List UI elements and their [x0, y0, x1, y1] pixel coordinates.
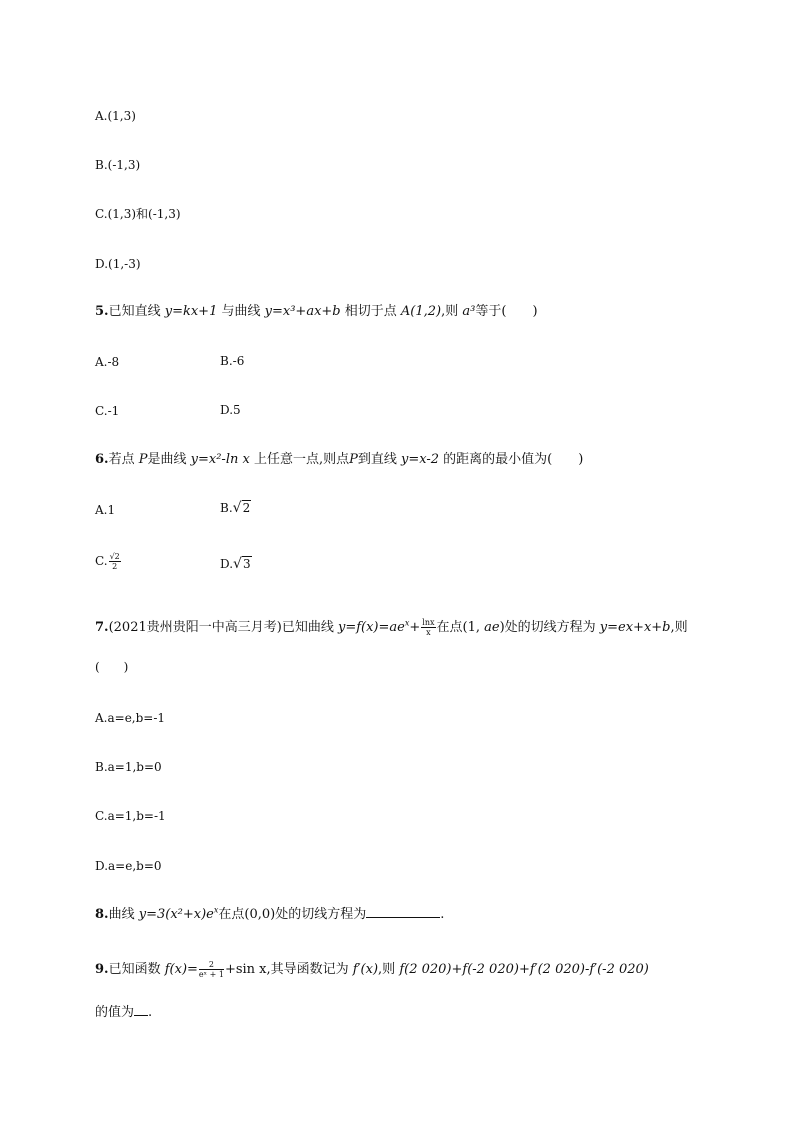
- q9-rest: +sin x: [224, 962, 267, 977]
- fraction-numerator: 2: [199, 960, 224, 970]
- option-prefix: C.: [95, 554, 108, 568]
- fraction-denominator: x: [426, 628, 431, 637]
- q5-text-e: 等于( ): [475, 304, 538, 319]
- q6-text-d: 到直线: [357, 452, 397, 467]
- q5-text-b: 与曲线: [221, 304, 261, 319]
- q5-text-a: 已知直线: [108, 304, 161, 319]
- q9-fprime: f′(x): [352, 962, 379, 977]
- q9-line-2: [95, 1004, 152, 1021]
- fraction-denominator: eˣ + 1: [198, 970, 224, 979]
- q5-option-d[interactable]: D.5: [220, 403, 241, 417]
- q9-line2-text: 的值为: [95, 1005, 135, 1020]
- question-9: [95, 960, 649, 979]
- q7-text-a: 已知曲线: [281, 620, 334, 635]
- question-6: [95, 452, 583, 468]
- sqrt-symbol: √2: [232, 500, 251, 516]
- q6-text-b: 是曲线: [147, 452, 187, 467]
- radicand: 2: [242, 501, 251, 515]
- q7-text-c: )处的切线方程为: [499, 620, 596, 635]
- question-5: [95, 304, 538, 320]
- fraction-numerator: √2: [109, 552, 120, 561]
- q5-option-b[interactable]: B.-6: [220, 354, 245, 368]
- q7-text-b: 在点(1,: [436, 620, 480, 635]
- q8-curve-expr: y=3(x²+x)e: [138, 907, 214, 922]
- q5-text-d: ,则: [441, 304, 459, 319]
- q5-text-c: 相切于点: [344, 304, 397, 319]
- q4-option-a[interactable]: A.(1,3): [95, 109, 136, 123]
- q4-option-d[interactable]: D.(1,-3): [95, 257, 141, 271]
- q8-answer-blank[interactable]: [366, 906, 440, 918]
- q7-tangent: y=ex+x+b: [599, 620, 671, 635]
- option-prefix: B.: [220, 501, 233, 515]
- q7-text-d: ,则: [670, 620, 688, 635]
- q7-option-a[interactable]: A.a=e,b=-1: [95, 711, 166, 725]
- radicand: 3: [242, 557, 251, 571]
- q7-source: (2021贵州贵阳一中高三月考): [108, 620, 282, 635]
- q7-option-c[interactable]: C.a=1,b=-1: [95, 809, 166, 823]
- question-7: [95, 618, 688, 637]
- fraction-denominator: 2: [112, 562, 118, 571]
- q8-text-a: 曲线: [108, 907, 135, 922]
- question-number: 7.: [95, 620, 109, 635]
- q9-text-a: 已知函数: [108, 962, 161, 977]
- q6-text-a: 若点: [108, 452, 135, 467]
- q7-option-b[interactable]: B.a=1,b=0: [95, 760, 162, 774]
- fraction: [109, 552, 121, 571]
- q8-exponent: x: [213, 905, 219, 915]
- q7-ae: ae: [484, 620, 500, 635]
- q6-option-a[interactable]: A.1: [95, 503, 116, 517]
- q6-point-p: P: [138, 452, 148, 467]
- option-prefix: D.: [220, 557, 234, 571]
- q4-option-b[interactable]: B.(-1,3): [95, 158, 141, 172]
- fraction-numerator: lnx: [422, 618, 435, 627]
- sqrt-symbol: √3: [233, 556, 251, 572]
- q9-fx: f(x)=: [164, 962, 198, 977]
- q7-function: y=f(x)=ae: [337, 620, 405, 635]
- q8-text-b: 在点(0,0)处的切线方程为: [218, 907, 367, 922]
- q5-target-expr: a³: [462, 304, 476, 319]
- question-number: 9.: [95, 962, 109, 977]
- question-number: 8.: [95, 907, 109, 922]
- q5-point: A(1,2): [400, 304, 442, 319]
- q7-answer-paren: ( ): [95, 660, 129, 674]
- q6-point-p2: P: [349, 452, 358, 467]
- q9-expr: f(2 020)+f(-2 020)+f′(2 020)-f′(-2 020): [399, 962, 649, 977]
- question-number: 5.: [95, 304, 109, 319]
- q6-option-d[interactable]: [220, 556, 252, 572]
- q7-fraction: [421, 618, 435, 637]
- q5-curve-expr: y=x³+ax+b: [264, 304, 341, 319]
- q4-option-c[interactable]: C.(1,3)和(-1,3): [95, 207, 181, 221]
- q7-option-d[interactable]: D.a=e,b=0: [95, 859, 162, 873]
- q6-line-expr: y=x-2: [401, 452, 440, 467]
- q6-curve-expr: y=x²-ln x: [190, 452, 250, 467]
- q9-fraction: [199, 960, 224, 979]
- question-8: [95, 906, 444, 923]
- q9-answer-blank[interactable]: [134, 1004, 148, 1016]
- q5-line-expr: y=kx+1: [164, 304, 218, 319]
- q7-plus: +: [409, 620, 421, 635]
- question-number: 6.: [95, 452, 109, 467]
- q6-text-e: 的距离的最小值为( ): [443, 452, 584, 467]
- q9-text-c: ,则: [378, 962, 396, 977]
- q5-option-c[interactable]: C.-1: [95, 404, 120, 418]
- q6-option-b[interactable]: [220, 500, 251, 516]
- q6-option-c[interactable]: [95, 552, 122, 571]
- q5-option-a[interactable]: A.-8: [95, 355, 120, 369]
- q9-end: .: [148, 1005, 153, 1020]
- q7-exponent: x: [404, 618, 410, 628]
- q6-text-c: 上任意一点,则点: [253, 452, 350, 467]
- q9-text-b: ,其导函数记为: [266, 962, 349, 977]
- q8-end: .: [440, 907, 445, 922]
